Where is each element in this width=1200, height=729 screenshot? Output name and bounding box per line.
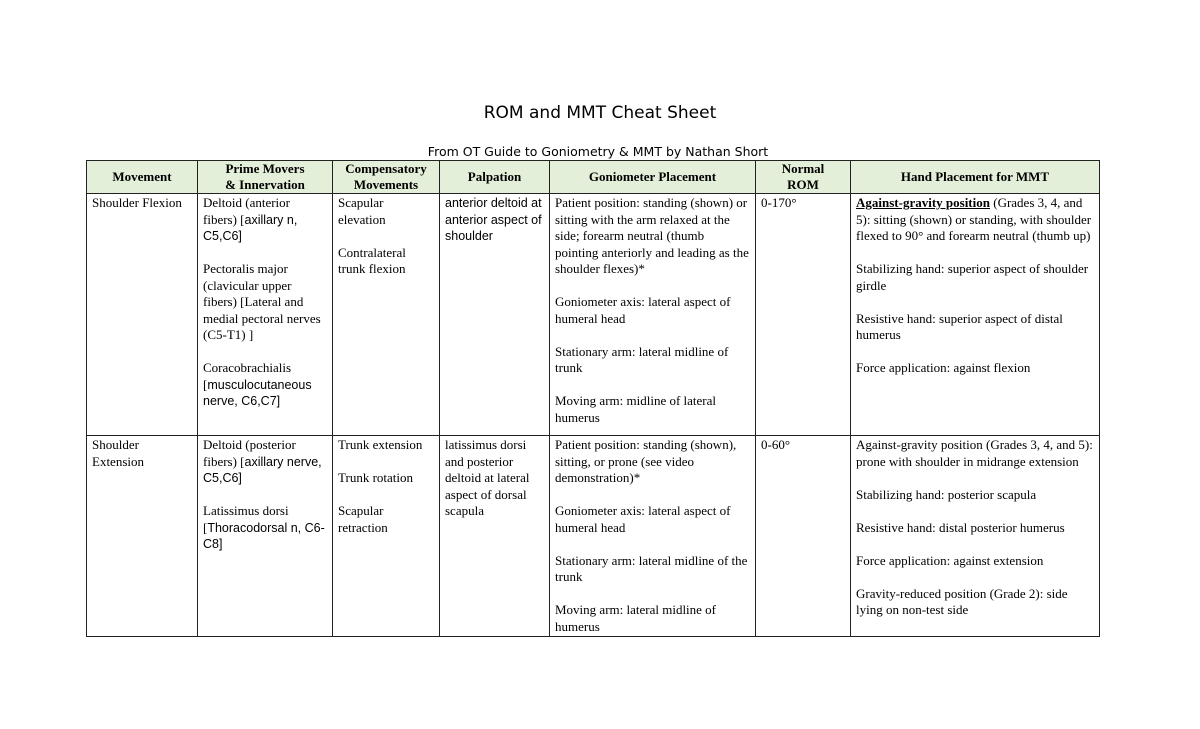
cell-hand-placement	[851, 194, 1100, 436]
goniometer-moving-arm: Moving arm: midline of lateral humerus	[555, 393, 717, 425]
header-compensatory-line1: Compensatory	[345, 161, 427, 176]
goniometer-axis: Goniometer axis: lateral aspect of humeral head	[555, 503, 731, 535]
compensatory-item: Trunk extension	[338, 437, 423, 452]
goniometer-stationary-arm: Stationary arm: lateral midline of trunk	[555, 343, 729, 375]
page-title: ROM and MMT Cheat Sheet	[483, 103, 717, 123]
against-gravity-text: Against-gravity position (Grades 3, 4, and 5): prone with shoulder in midrange extension	[856, 437, 1093, 469]
nerve-musculocutaneous: musculocutaneous nerve, C6,C7]	[203, 377, 312, 408]
header-prime-movers-line1: Prime Movers	[225, 161, 305, 176]
cheat-sheet-table	[86, 160, 1100, 637]
palpation-text: anterior deltoid at anterior aspect of shoulder	[445, 196, 542, 243]
header-movement: Movement	[87, 161, 198, 194]
force-application: Force application: against extension	[856, 552, 1044, 568]
header-compensatory-line2: Movements	[353, 177, 419, 192]
goniometer-position: Patient position: standing (shown) or sitting with the arm relaxed at the side; forearm neutral (thumb pointing anteriorly and leading as the shoulder flexes)*	[555, 195, 749, 276]
nerve-axillary: axillary n, C5,C6]	[203, 212, 298, 243]
header-compensatory	[333, 161, 440, 194]
goniometer-axis: Goniometer axis: lateral aspect of humeral head	[555, 294, 731, 326]
against-gravity-text: (Grades 3, 4, and 5): sitting (shown) or standing, with shoulder flexed to 90° and forearm neutral (thumb up)	[856, 195, 1092, 243]
cell-hand-placement	[851, 436, 1100, 637]
force-application: Force application: against flexion	[856, 360, 1031, 375]
cell-movement: Shoulder Flexion	[87, 194, 198, 436]
stabilizing-hand: Stabilizing hand: superior aspect of shoulder girdle	[856, 261, 1089, 293]
muscle-coracobrachialis: Coracobrachialis [	[203, 360, 292, 392]
cell-compensatory	[333, 194, 440, 436]
compensatory-item: Contralateral trunk flexion	[338, 244, 406, 276]
muscle-pectoralis-major: Pectoralis major (clavicular upper fibers) [Lateral and medial pectoral nerves (C5-T1) ]	[203, 261, 321, 342]
cell-normal-rom: 0-60°	[756, 436, 851, 637]
nerve-axillary: axillary nerve, C5,C6]	[203, 454, 322, 485]
resistive-hand: Resistive hand: distal posterior humerus	[856, 519, 1065, 535]
cell-compensatory	[333, 436, 440, 637]
goniometer-moving-arm: Moving arm: lateral midline of humerus	[555, 602, 717, 634]
page-subtitle: From OT Guide to Goniometry & MMT by Nathan Short	[427, 144, 769, 159]
header-goniometer: Goniometer Placement	[550, 161, 756, 194]
muscle-deltoid-posterior: Deltoid (posterior fibers) [	[203, 437, 296, 469]
cell-goniometer	[550, 194, 756, 436]
gravity-reduced-position: Gravity-reduced position (Grade 2): side lying on non-test side	[856, 585, 1068, 617]
header-prime-movers-line2: & Innervation	[225, 177, 305, 192]
cell-prime-movers	[198, 194, 333, 436]
table-row-shoulder-extension	[87, 436, 1100, 637]
nerve-thoracodorsal: Thoracodorsal n, C6-C8]	[203, 520, 325, 551]
header-palpation: Palpation	[440, 161, 550, 194]
cell-palpation	[440, 194, 550, 436]
header-row	[87, 161, 1100, 194]
muscle-deltoid-anterior: Deltoid (anterior fibers) [	[203, 195, 290, 227]
header-normal-rom-line1: Normal	[781, 161, 825, 176]
goniometer-position: Patient position: standing (shown), sitting, or prone (see video demonstration)*	[555, 437, 737, 485]
resistive-hand: Resistive hand: superior aspect of distal humerus	[856, 310, 1063, 342]
stabilizing-hand: Stabilizing hand: posterior scapula	[856, 486, 1037, 502]
cell-normal-rom: 0-170°	[756, 194, 851, 436]
goniometer-stationary-arm: Stationary arm: lateral midline of the trunk	[555, 552, 748, 584]
against-gravity-label: Against-gravity position	[856, 195, 990, 210]
compensatory-item: Scapular elevation	[338, 195, 386, 227]
cell-goniometer	[550, 436, 756, 637]
header-normal-rom	[756, 161, 851, 194]
compensatory-item: Trunk rotation	[338, 470, 413, 485]
header-normal-rom-line2: ROM	[787, 177, 819, 192]
cell-movement: Shoulder Extension	[87, 436, 198, 637]
header-hand-placement: Hand Placement for MMT	[851, 161, 1100, 194]
cell-palpation: latissimus dorsi and posterior deltoid at lateral aspect of dorsal scapula	[440, 436, 550, 637]
compensatory-item: Scapular retraction	[338, 503, 388, 535]
muscle-latissimus-dorsi: Latissimus dorsi [	[203, 503, 289, 535]
cell-prime-movers	[198, 436, 333, 637]
table-row-shoulder-flexion	[87, 194, 1100, 436]
header-prime-movers	[198, 161, 333, 194]
